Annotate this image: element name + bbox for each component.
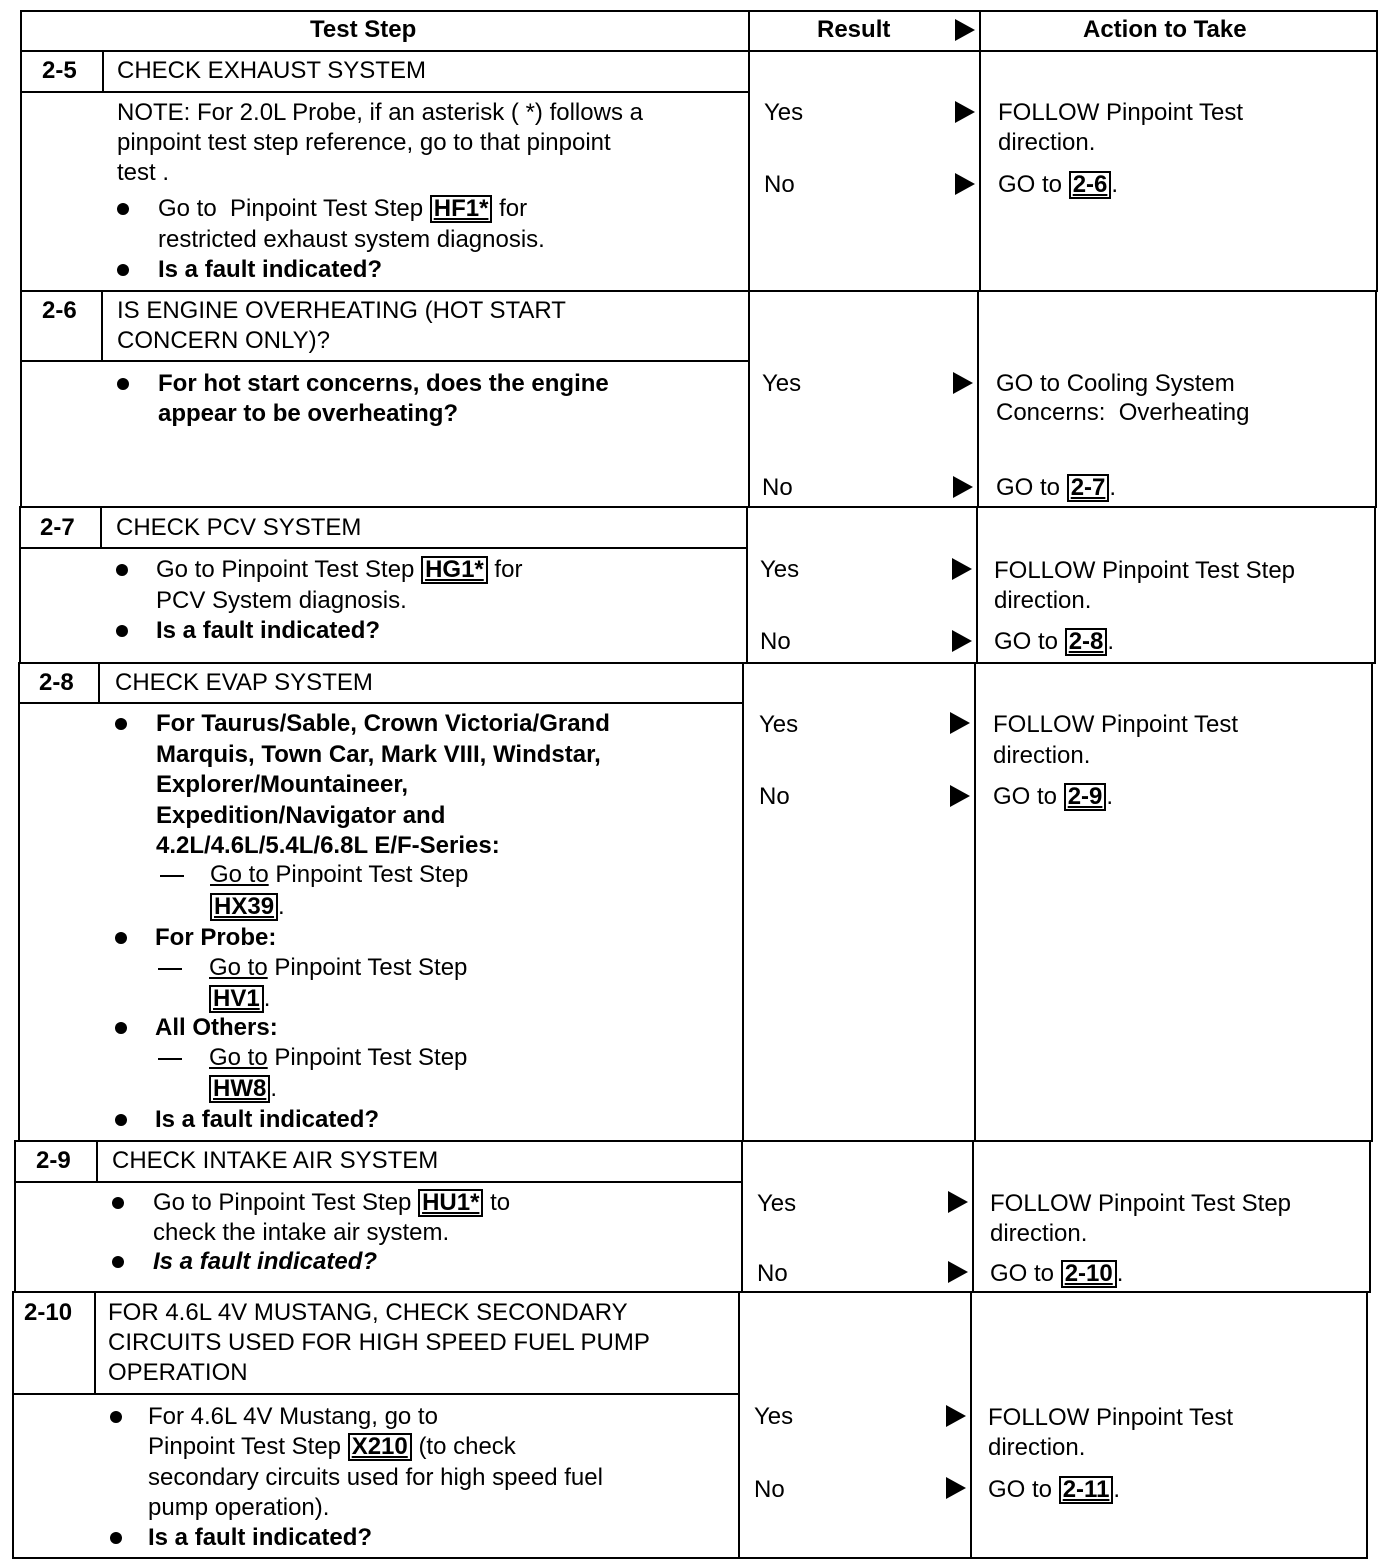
action-text: GO to Cooling System bbox=[996, 370, 1235, 397]
row-divider bbox=[20, 290, 1378, 292]
step-title: CHECK PCV SYSTEM bbox=[116, 514, 362, 541]
instruction-text: Go to Pinpoint Test Step bbox=[210, 861, 469, 888]
instruction-text: Go to Pinpoint Test Step HU1* to bbox=[153, 1189, 511, 1216]
result-yes: Yes bbox=[754, 1403, 794, 1430]
result-no: No bbox=[757, 1260, 788, 1287]
bullet-icon bbox=[116, 564, 128, 576]
step-num-divider bbox=[101, 290, 103, 361]
instruction-text: For 4.6L 4V Mustang, go to bbox=[148, 1403, 438, 1430]
condition-text: Explorer/Mountaineer, bbox=[156, 771, 409, 798]
arrow-icon bbox=[950, 785, 970, 807]
result-no: No bbox=[762, 474, 793, 501]
step-reference-link[interactable]: 2-9 bbox=[1064, 783, 1107, 811]
bullet-icon bbox=[110, 1532, 122, 1544]
result-yes: Yes bbox=[764, 99, 804, 126]
step-title-underline bbox=[20, 360, 749, 362]
arrow-icon bbox=[952, 558, 972, 580]
row-divider bbox=[20, 506, 1377, 508]
question-text: Is a fault indicated? bbox=[158, 256, 383, 283]
action-text: direction. bbox=[993, 742, 1091, 769]
table-border-left bbox=[18, 662, 20, 1142]
arrow-icon bbox=[955, 101, 975, 123]
step-title: CHECK INTAKE AIR SYSTEM bbox=[112, 1147, 439, 1174]
arrow-icon bbox=[953, 372, 973, 394]
step-title: OPERATION bbox=[108, 1359, 248, 1386]
instruction-text: Go to Pinpoint Test Step bbox=[209, 1044, 468, 1071]
action-divider bbox=[976, 506, 978, 664]
table-border-bottom bbox=[12, 1557, 1368, 1559]
row-divider bbox=[16, 1140, 1373, 1142]
step-reference-link[interactable]: HX39 bbox=[210, 893, 278, 921]
instruction-text: PCV System diagnosis. bbox=[156, 587, 407, 614]
header-divider bbox=[20, 50, 1378, 52]
result-yes: Yes bbox=[759, 711, 799, 738]
result-yes: Yes bbox=[760, 556, 800, 583]
step-reference-link[interactable]: 2-11 bbox=[1059, 1476, 1114, 1504]
step-title: FOR 4.6L 4V MUSTANG, CHECK SECONDARY bbox=[108, 1299, 628, 1326]
step-title: CONCERN ONLY)? bbox=[117, 327, 330, 354]
condition-text: 4.2L/4.6L/5.4L/6.8L E/F-Series: bbox=[156, 832, 500, 859]
result-divider bbox=[742, 662, 744, 1142]
action-text: direction. bbox=[994, 587, 1092, 614]
step-reference-link[interactable]: HF1* bbox=[430, 195, 493, 223]
action-text: FOLLOW Pinpoint Test bbox=[988, 1404, 1233, 1431]
result-divider bbox=[746, 506, 748, 664]
instruction-text: Pinpoint Test Step X210 (to check bbox=[148, 1433, 516, 1460]
action-goto: GO to 2-11 . bbox=[988, 1476, 1121, 1503]
question-text: Is a fault indicated? bbox=[156, 617, 381, 644]
question-text: Is a fault indicated? bbox=[148, 1524, 373, 1551]
table-border-left bbox=[20, 290, 22, 508]
dash-icon bbox=[158, 968, 182, 970]
instruction-text: restricted exhaust system diagnosis. bbox=[158, 226, 545, 253]
step-num-divider bbox=[94, 1291, 96, 1395]
bullet-icon bbox=[112, 1256, 124, 1268]
step-num-divider bbox=[102, 50, 104, 92]
action-text: FOLLOW Pinpoint Test Step bbox=[994, 557, 1296, 584]
table-border-right bbox=[1376, 10, 1378, 292]
step-number: 2-7 bbox=[40, 514, 75, 541]
bullet-icon bbox=[115, 932, 127, 944]
instruction-text: check the intake air system. bbox=[153, 1219, 450, 1246]
arrow-icon bbox=[953, 476, 973, 498]
table-border-right bbox=[1366, 1291, 1368, 1559]
step-reference-link[interactable]: 2-7 bbox=[1067, 474, 1110, 502]
header-action: Action to Take bbox=[1083, 16, 1247, 43]
action-text: Concerns: Overheating bbox=[996, 399, 1250, 426]
step-number: 2-9 bbox=[36, 1147, 71, 1174]
arrow-icon bbox=[955, 173, 975, 195]
step-num-divider bbox=[96, 1140, 98, 1182]
note-line: NOTE: For 2.0L Probe, if an asterisk ( *) follows a bbox=[117, 99, 643, 126]
action-text: direction. bbox=[990, 1220, 1088, 1247]
step-num-divider bbox=[98, 662, 100, 703]
header-test-step: Test Step bbox=[310, 16, 417, 43]
result-divider bbox=[748, 290, 750, 508]
table-border-top bbox=[20, 10, 1378, 12]
action-divider bbox=[977, 290, 979, 508]
bullet-icon bbox=[115, 1114, 127, 1126]
table-border-right bbox=[1374, 506, 1376, 664]
action-goto: GO to 2-6 . bbox=[998, 171, 1119, 198]
note-line: pinpoint test step reference, go to that pinpoint bbox=[117, 129, 611, 156]
condition-text: Marquis, Town Car, Mark VIII, Windstar, bbox=[156, 741, 601, 768]
result-divider bbox=[738, 1291, 740, 1559]
action-text: FOLLOW Pinpoint Test Step bbox=[990, 1190, 1292, 1217]
note-line: test . bbox=[117, 159, 170, 186]
step-title: CHECK EVAP SYSTEM bbox=[115, 669, 373, 696]
result-yes: Yes bbox=[757, 1190, 797, 1217]
bullet-icon bbox=[117, 378, 129, 390]
table-border-left bbox=[19, 506, 21, 664]
condition-text: All Others: bbox=[155, 1014, 278, 1041]
result-no: No bbox=[764, 171, 795, 198]
bullet-icon bbox=[115, 718, 127, 730]
action-text: direction. bbox=[988, 1434, 1086, 1461]
action-divider bbox=[979, 10, 981, 292]
table-border-left bbox=[14, 1140, 16, 1293]
step-num-divider bbox=[100, 506, 102, 548]
condition-text: For Probe: bbox=[155, 924, 277, 951]
action-text: FOLLOW Pinpoint Test bbox=[998, 99, 1243, 126]
result-no: No bbox=[759, 783, 790, 810]
action-goto: GO to 2-9 . bbox=[993, 783, 1114, 810]
arrow-icon bbox=[952, 630, 972, 652]
action-goto: GO to 2-10 . bbox=[990, 1260, 1124, 1287]
question-text: For hot start concerns, does the engine bbox=[158, 370, 609, 397]
action-goto: GO to 2-8 . bbox=[994, 628, 1115, 655]
action-divider bbox=[972, 1140, 974, 1293]
step-title-underline bbox=[18, 702, 743, 704]
instruction-ref: HX39 . bbox=[210, 892, 285, 922]
step-number: 2-5 bbox=[42, 57, 77, 84]
step-title: CIRCUITS USED FOR HIGH SPEED FUEL PUMP bbox=[108, 1329, 650, 1356]
instruction-text: secondary circuits used for high speed fuel bbox=[148, 1464, 603, 1491]
step-reference-link[interactable]: HG1* bbox=[421, 556, 488, 584]
instruction-text: Go to Pinpoint Test Step HG1* for bbox=[156, 556, 523, 583]
result-no: No bbox=[754, 1476, 785, 1503]
condition-text: Expedition/Navigator and bbox=[156, 802, 446, 829]
step-reference-link[interactable]: HU1* bbox=[418, 1189, 483, 1217]
step-reference-link[interactable]: 2-8 bbox=[1065, 628, 1108, 656]
step-number: 2-6 bbox=[42, 297, 77, 324]
bullet-icon bbox=[117, 264, 129, 276]
arrow-icon bbox=[955, 19, 975, 41]
step-reference-link[interactable]: X210 bbox=[348, 1433, 412, 1461]
step-title: IS ENGINE OVERHEATING (HOT START bbox=[117, 297, 566, 324]
bullet-icon bbox=[116, 625, 128, 637]
step-title: CHECK EXHAUST SYSTEM bbox=[117, 57, 426, 84]
table-border-right bbox=[1371, 662, 1373, 1142]
table-border-right bbox=[1375, 290, 1377, 508]
result-divider bbox=[748, 10, 750, 292]
action-divider bbox=[970, 1291, 972, 1559]
action-divider bbox=[974, 662, 976, 1142]
instruction-text: pump operation). bbox=[148, 1494, 330, 1521]
arrow-icon bbox=[948, 1191, 968, 1213]
table-border-left bbox=[20, 10, 22, 292]
action-goto: GO to 2-7 . bbox=[996, 474, 1117, 501]
instruction-text: Go to Pinpoint Test Step bbox=[209, 954, 468, 981]
step-reference-link[interactable]: 2-6 bbox=[1069, 171, 1112, 199]
header-result: Result bbox=[817, 16, 891, 43]
arrow-icon bbox=[950, 712, 970, 734]
instruction-ref: HV1 . bbox=[209, 984, 270, 1014]
step-number: 2-8 bbox=[39, 669, 74, 696]
step-title-underline bbox=[19, 547, 747, 549]
step-title-underline bbox=[12, 1393, 739, 1395]
result-no: No bbox=[760, 628, 791, 655]
bullet-icon bbox=[117, 203, 129, 215]
dash-icon bbox=[158, 1058, 182, 1060]
arrow-icon bbox=[946, 1405, 966, 1427]
row-divider bbox=[19, 662, 1376, 664]
step-number: 2-10 bbox=[24, 1299, 73, 1326]
action-text: FOLLOW Pinpoint Test bbox=[993, 711, 1238, 738]
table-border-left bbox=[12, 1291, 14, 1559]
action-text: direction. bbox=[998, 129, 1096, 156]
step-title-underline bbox=[20, 91, 749, 93]
step-reference-link[interactable]: HV1 bbox=[209, 985, 264, 1013]
instruction-ref: HW8 . bbox=[209, 1074, 277, 1104]
bullet-icon bbox=[115, 1022, 127, 1034]
question-text: appear to be overheating? bbox=[158, 400, 459, 427]
result-yes: Yes bbox=[762, 370, 802, 397]
arrow-icon bbox=[946, 1477, 966, 1499]
dash-icon bbox=[160, 875, 184, 877]
step-reference-link[interactable]: HW8 bbox=[209, 1075, 270, 1103]
question-text: Is a fault indicated? bbox=[153, 1248, 378, 1275]
arrow-icon bbox=[948, 1261, 968, 1283]
step-reference-link[interactable]: 2-10 bbox=[1061, 1260, 1117, 1288]
result-divider bbox=[741, 1140, 743, 1293]
instruction-text: Go to Pinpoint Test Step HF1* for bbox=[158, 195, 528, 222]
step-title-underline bbox=[14, 1181, 741, 1183]
bullet-icon bbox=[112, 1197, 124, 1209]
question-text: Is a fault indicated? bbox=[155, 1106, 380, 1133]
row-divider bbox=[12, 1291, 1371, 1293]
condition-text: For Taurus/Sable, Crown Victoria/Grand bbox=[156, 710, 610, 737]
bullet-icon bbox=[110, 1411, 122, 1423]
table-border-right bbox=[1369, 1140, 1371, 1293]
